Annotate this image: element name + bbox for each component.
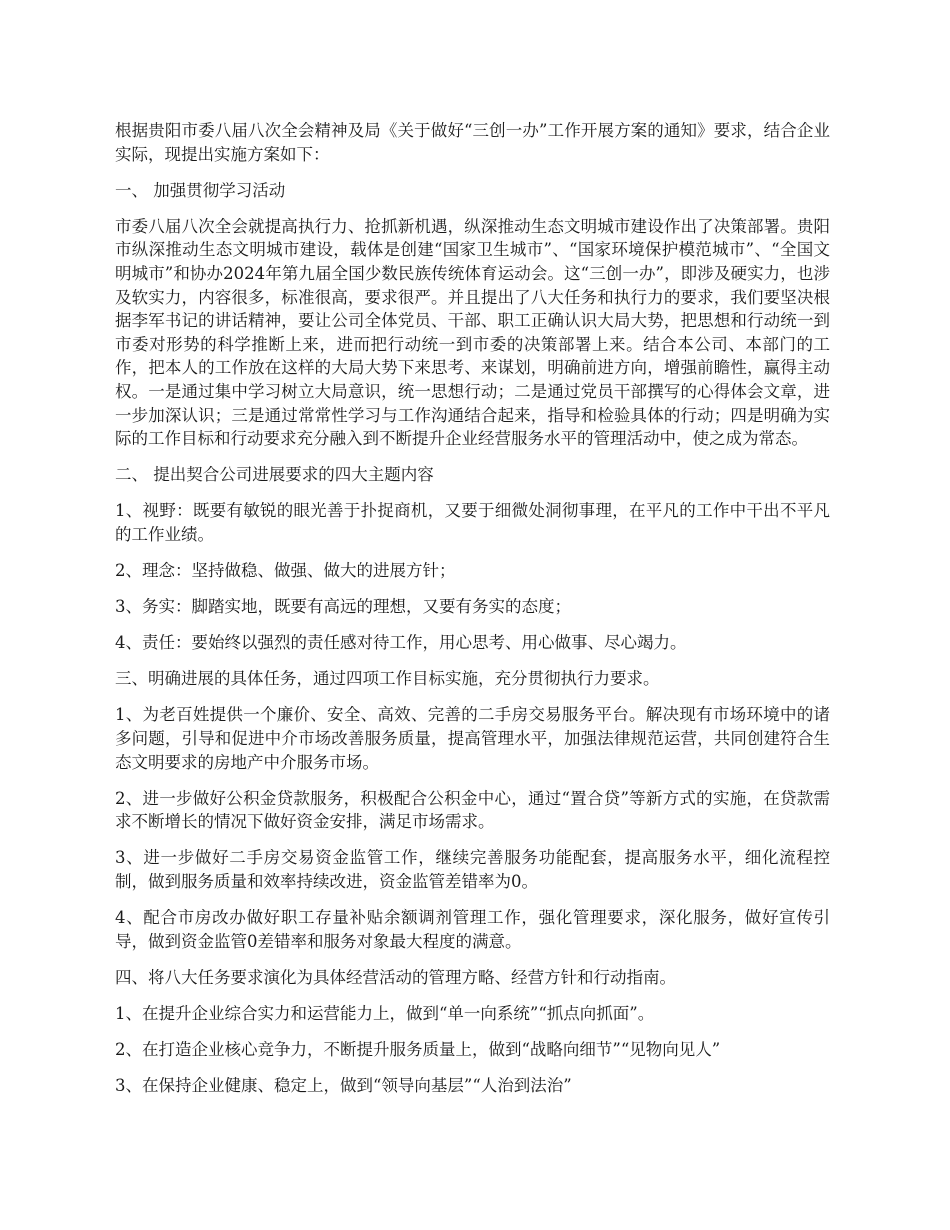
- document-body: [115, 119, 830, 1110]
- section-2-item-2: 2、理念：坚持做稳、做强、做大的进展方针；: [115, 561, 456, 580]
- section-4-item-2: 2、在打造企业核心竞争力，不断提升服务质量上，做到“战略向细节”“见物向见人”: [115, 1039, 721, 1059]
- section-3-item-1: 1、为老百姓提供一个廉价、安全、高效、完善的二手房交易服务平台。解决现有市场环境中的诸多问题，引导和促进中介市场改善服务质量，提高管理水平，加强法律规范运营，共同创建符合生态文明要求的房地产中介服务市场。: [115, 705, 830, 772]
- section-4-item-3: 3、在保持企业健康、稳定上，做到“领导向基层”“人治到法治”: [115, 1076, 572, 1095]
- intro-paragraph: 根据贵阳市委八届八次全会精神及局《关于做好“三创一办”工作开展方案的通知》要求，结合企业实际，现提出实施方案如下：: [115, 121, 830, 164]
- section-3-item-2: 2、进一步做好公积金贷款服务，积极配合公积金中心，通过“置合贷”等新方式的实施，在贷款需求不断增长的情况下做好资金安排，满足市场需求。: [115, 788, 830, 832]
- section-3-item-3: 3、进一步做好二手房交易资金监管工作，继续完善服务功能配套，提高服务水平，细化流程控制，做到服务质量和效率持续改进，资金监管差错率为0。: [115, 848, 830, 891]
- section-3-item-4: 4、配合市房改办做好职工存量补贴余额调剂管理工作，强化管理要求，深化服务，做好宣传引导，做到资金监管0差错率和服务对象最大程度的满意。: [115, 908, 830, 951]
- section-4-heading: 四、将八大任务要求演化为具体经营活动的管理方略、经营方针和行动指南。: [115, 967, 676, 987]
- section-1-body: 市委八届八次全会就提高执行力、抢抓新机遇，纵深推动生态文明城市建设作出了决策部署。贵阳市纵深推动生态文明城市建设，载体是创建“国家卫生城市”、“国家环境保护模范城市”、“全国文明城市”和协办2024年第九届全国少数民族传统体育运动会。这“三创一办”，即涉及硬实力，也涉及软实力，内容很多，标准很高，要求很严。并且提出了八大任务和执行力的要求，我们要坚决根据李军书记的讲话精神，要让公司全体党员、干部、职工正确认识大局大势，把思想和行动统一到市委对形势的科学推断上来，进而把行动统一到市委的决策部署上来。结合本公司、本部门的工作，把本人的工作放在这样的大局大势下来思考、来谋划，明确前进方向，增强前瞻性，赢得主动权。一是通过集中学习树立大局意识，统一思想行动；二是通过党员干部撰写的心得体会文章，进一步加深认识；三是通过常常性学习与工作沟通结合起来，指导和检验具体的行动；四是明确为实际的工作目标和行动要求充分融入到不断提升企业经营服务水平的管理活动中，使之成为常态。: [115, 216, 830, 449]
- section-2-item-3: 3、务实：脚踏实地，既要有高远的理想，又要有务实的态度；: [115, 597, 571, 617]
- section-2-heading: 二、 提出契合公司进展要求的四大主题内容: [115, 465, 434, 485]
- section-4-item-1: 1、在提升企业综合实力和运营能力上，做到“单一向系统”“抓点向抓面”。: [115, 1003, 655, 1023]
- section-1-heading: 一、 加强贯彻学习活动: [115, 180, 286, 200]
- section-3-heading: 三、明确进展的具体任务，通过四项工作目标实施，充分贯彻执行力要求。: [115, 669, 660, 689]
- section-2-item-1: 1、视野：既要有敏锐的眼光善于扑捉商机，又要于细微处洞彻事理，在平凡的工作中干出不平凡的工作业绩。: [115, 501, 830, 544]
- section-2-item-4: 4、责任：要始终以强烈的责任感对待工作，用心思考、用心做事、尽心竭力。: [115, 633, 687, 653]
